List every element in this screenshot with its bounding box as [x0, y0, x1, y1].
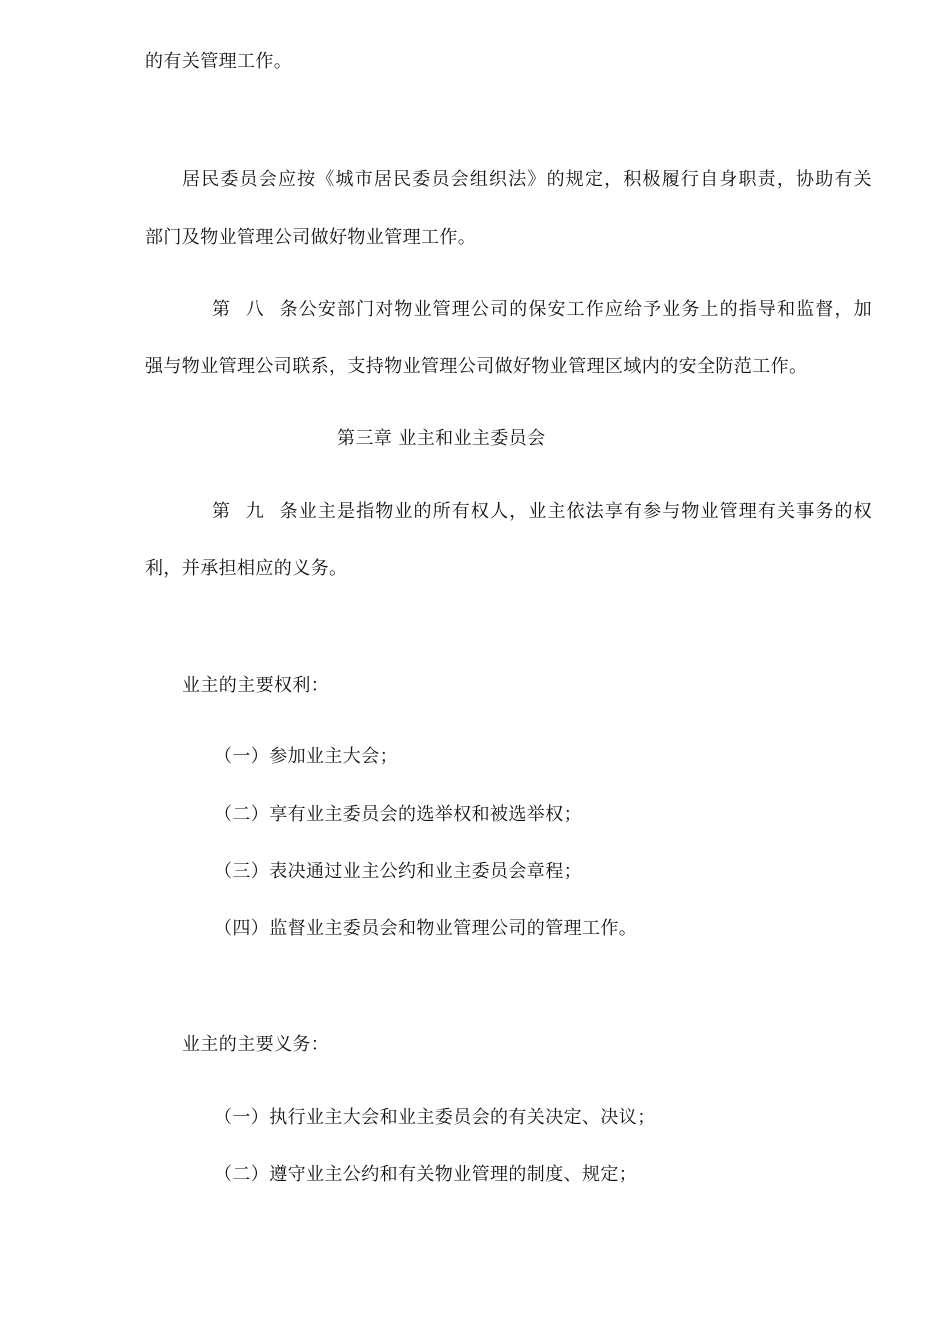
chapter-3-title: 第三章 业主和业主委员会 [337, 428, 546, 449]
paragraph-continuation: 的有关管理工作。 [145, 51, 293, 72]
article-9-line2: 利，并承担相应的义务。 [145, 558, 348, 579]
article-8-number: 第八条 [212, 299, 298, 320]
rights-heading: 业主的主要权利： [182, 675, 330, 696]
rights-item: （四）监督业主委员会和物业管理公司的管理工作。 [214, 918, 638, 939]
rights-item: （三）表决通过业主公约和业主委员会章程； [214, 861, 582, 882]
article-8-line2: 强与物业管理公司联系，支持物业管理公司做好物业管理区域内的安全防范工作。 [145, 356, 808, 377]
rights-item: （二）享有业主委员会的选举权和被选举权； [214, 804, 582, 825]
duties-heading: 业主的主要义务： [182, 1034, 330, 1055]
article-8-text: 公安部门对物业管理公司的保安工作应给予业务上的指导和监督，加 [298, 299, 872, 320]
article-9-line1 [212, 500, 872, 524]
article-9-text: 业主是指物业的所有权人，业主依法享有参与物业管理有关事务的权 [298, 501, 872, 522]
duties-item: （一）执行业主大会和业主委员会的有关决定、决议； [214, 1107, 656, 1128]
article-8-line1 [212, 298, 872, 322]
paragraph-residents-committee-line2: 部门及物业管理公司做好物业管理工作。 [145, 227, 477, 248]
paragraph-residents-committee-line1: 居民委员会应按《城市居民委员会组织法》的规定，积极履行自身职责，协助有关 [182, 169, 872, 190]
duties-item: （二）遵守业主公约和有关物业管理的制度、规定； [214, 1164, 638, 1185]
article-9-number: 第九条 [212, 501, 298, 522]
rights-item: （一）参加业主大会； [214, 746, 398, 767]
